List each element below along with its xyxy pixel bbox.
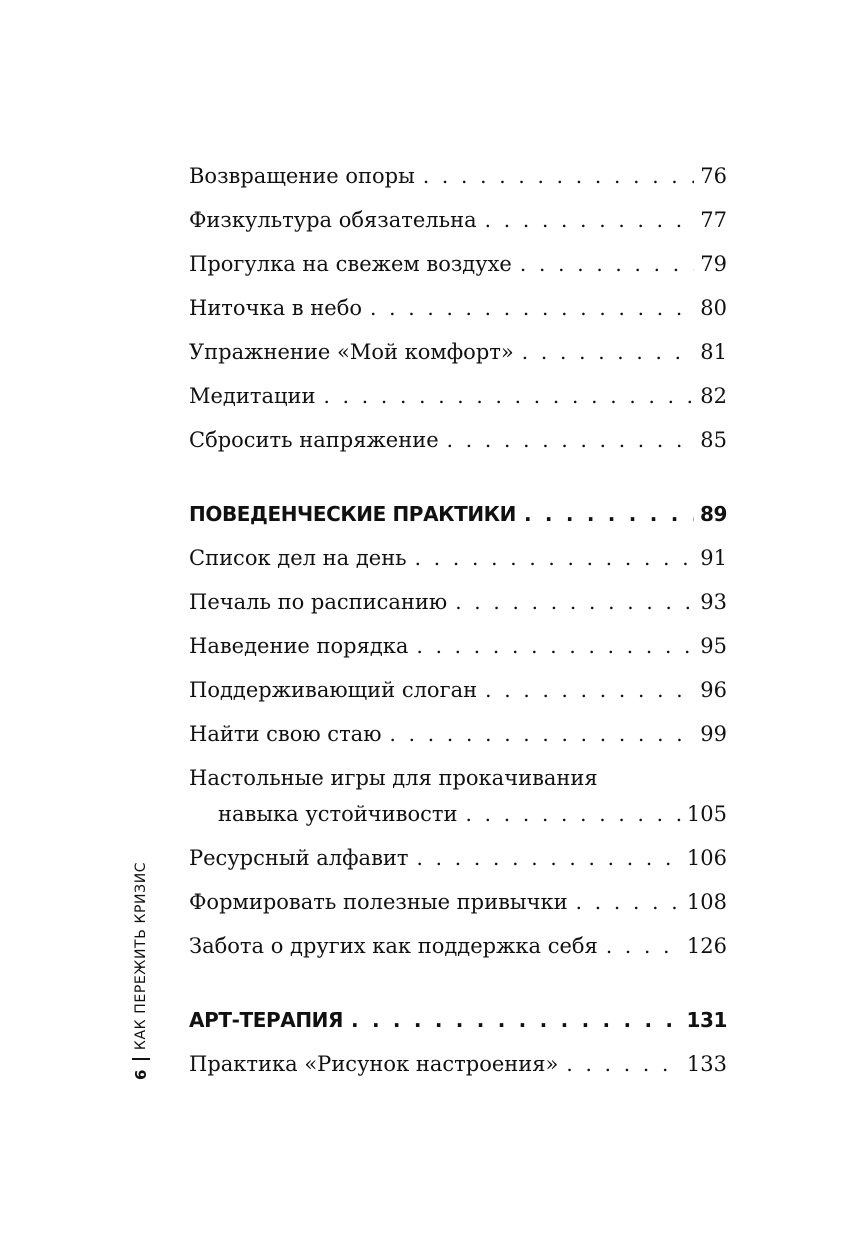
toc-entry-sbrosit-napryazhenie[interactable]	[189, 422, 727, 466]
toc-entry-page: 79	[700, 252, 727, 276]
toc-entry-privychki[interactable]	[189, 884, 727, 928]
dot-leader	[524, 496, 694, 532]
dot-leader	[485, 672, 694, 708]
section-gap	[189, 972, 727, 1002]
dot-leader	[370, 290, 694, 326]
toc-entry-risunok-nastroeniya[interactable]	[189, 1046, 727, 1090]
dot-leader	[576, 884, 681, 920]
toc-entry-title: Ресурсный алфавит	[189, 846, 409, 870]
toc-entry-title: Практика «Рисунок настроения»	[189, 1052, 559, 1076]
toc-entry-page: 106	[686, 846, 727, 870]
toc-entry-page: 81	[700, 340, 727, 364]
toc-entry-page: 91	[700, 546, 727, 570]
book-title: КАК ПЕРЕЖИТЬ КРИЗИС	[133, 861, 149, 1051]
toc-entry-title-line1: Настольные игры для прокачивания	[189, 766, 598, 790]
dot-leader	[465, 796, 680, 832]
dot-leader	[522, 334, 695, 370]
dot-leader	[416, 628, 694, 664]
toc-entry-resursnyi-alfavit[interactable]	[189, 840, 727, 884]
toc-entry-title: Сбросить напряжение	[189, 428, 439, 452]
toc-entry-title: Упражнение «Мой комфорт»	[189, 340, 514, 364]
toc-entry-progulka[interactable]	[189, 246, 727, 290]
toc-entry-page: 93	[700, 590, 727, 614]
dot-leader	[415, 540, 695, 576]
toc-section-page: 89	[699, 502, 727, 526]
dot-leader	[417, 840, 681, 876]
toc-section-title: ПОВЕДЕНЧЕСКИЕ ПРАКТИКИ	[189, 502, 516, 526]
toc-entry-nastolnye-igry[interactable]	[189, 760, 727, 840]
toc-entry-pechal[interactable]	[189, 584, 727, 628]
toc-entry-title: Физкультура обязательна	[189, 208, 477, 232]
toc-entry-title: Возвращение опоры	[189, 164, 415, 188]
toc-entry-spisok-del[interactable]	[189, 540, 727, 584]
toc-entry-vozvrashchenie-opory[interactable]	[189, 158, 727, 202]
toc-entry-title: Медитации	[189, 384, 316, 408]
toc-entry-title-line2: навыка устойчивости	[218, 802, 458, 826]
toc-entry-page: 99	[700, 722, 727, 746]
toc-entry-title: Прогулка на свежем воздухе	[189, 252, 512, 276]
toc-entry-page: 96	[700, 678, 727, 702]
toc-entry-title: Забота о других как поддержка себя	[189, 934, 598, 958]
dot-leader	[447, 422, 695, 458]
dot-leader	[390, 716, 695, 752]
toc-entry-page: 77	[700, 208, 727, 232]
toc-entry-title: Формировать полезные привычки	[189, 890, 568, 914]
toc-entry-title: Поддерживающий слоган	[189, 678, 478, 702]
toc-entry-title: Найти свою стаю	[189, 722, 382, 746]
toc-section-behavioral-practices[interactable]	[189, 496, 727, 540]
toc-entry-title: Ниточка в небо	[189, 296, 362, 320]
toc-entry-page: 80	[700, 296, 727, 320]
toc-entry-moi-komfort[interactable]	[189, 334, 727, 378]
section-gap	[189, 466, 727, 496]
page-number: 6	[132, 1069, 150, 1080]
toc-entry-fizkultura[interactable]	[189, 202, 727, 246]
dot-leader	[520, 246, 694, 282]
dot-leader	[566, 1046, 681, 1082]
running-head-divider	[132, 1058, 150, 1060]
dot-leader	[606, 928, 681, 964]
toc-entry-title: Список дел на день	[189, 546, 407, 570]
toc-entry-navedenie-poryadka[interactable]	[189, 628, 727, 672]
toc-entry-page: 126	[686, 934, 727, 958]
toc-entry-meditatsii[interactable]	[189, 378, 727, 422]
toc-entry-zabota-o-drugikh[interactable]	[189, 928, 727, 972]
dot-leader	[485, 202, 695, 238]
toc-entry-title: Печаль по расписанию	[189, 590, 448, 614]
toc-section-page: 131	[686, 1008, 727, 1032]
table-of-contents	[189, 158, 727, 1090]
dot-leader	[423, 158, 694, 194]
toc-entry-page: 133	[686, 1052, 727, 1076]
toc-entry-page: 108	[686, 890, 727, 914]
toc-entry-page: 82	[700, 384, 727, 408]
dot-leader	[324, 378, 695, 414]
dot-leader	[351, 1002, 680, 1038]
toc-entry-nitochka[interactable]	[189, 290, 727, 334]
toc-entry-page: 76	[700, 164, 727, 188]
toc-section-art-therapy[interactable]	[189, 1002, 727, 1046]
toc-entry-page: 85	[700, 428, 727, 452]
toc-entry-page: 95	[700, 634, 727, 658]
toc-entry-title: Наведение порядка	[189, 634, 409, 658]
toc-entry-naiti-stayu[interactable]	[189, 716, 727, 760]
toc-section-title: АРТ-ТЕРАПИЯ	[189, 1008, 343, 1032]
toc-entry-page: 105	[686, 802, 727, 826]
toc-entry-slogan[interactable]	[189, 672, 727, 716]
dot-leader	[455, 584, 694, 620]
